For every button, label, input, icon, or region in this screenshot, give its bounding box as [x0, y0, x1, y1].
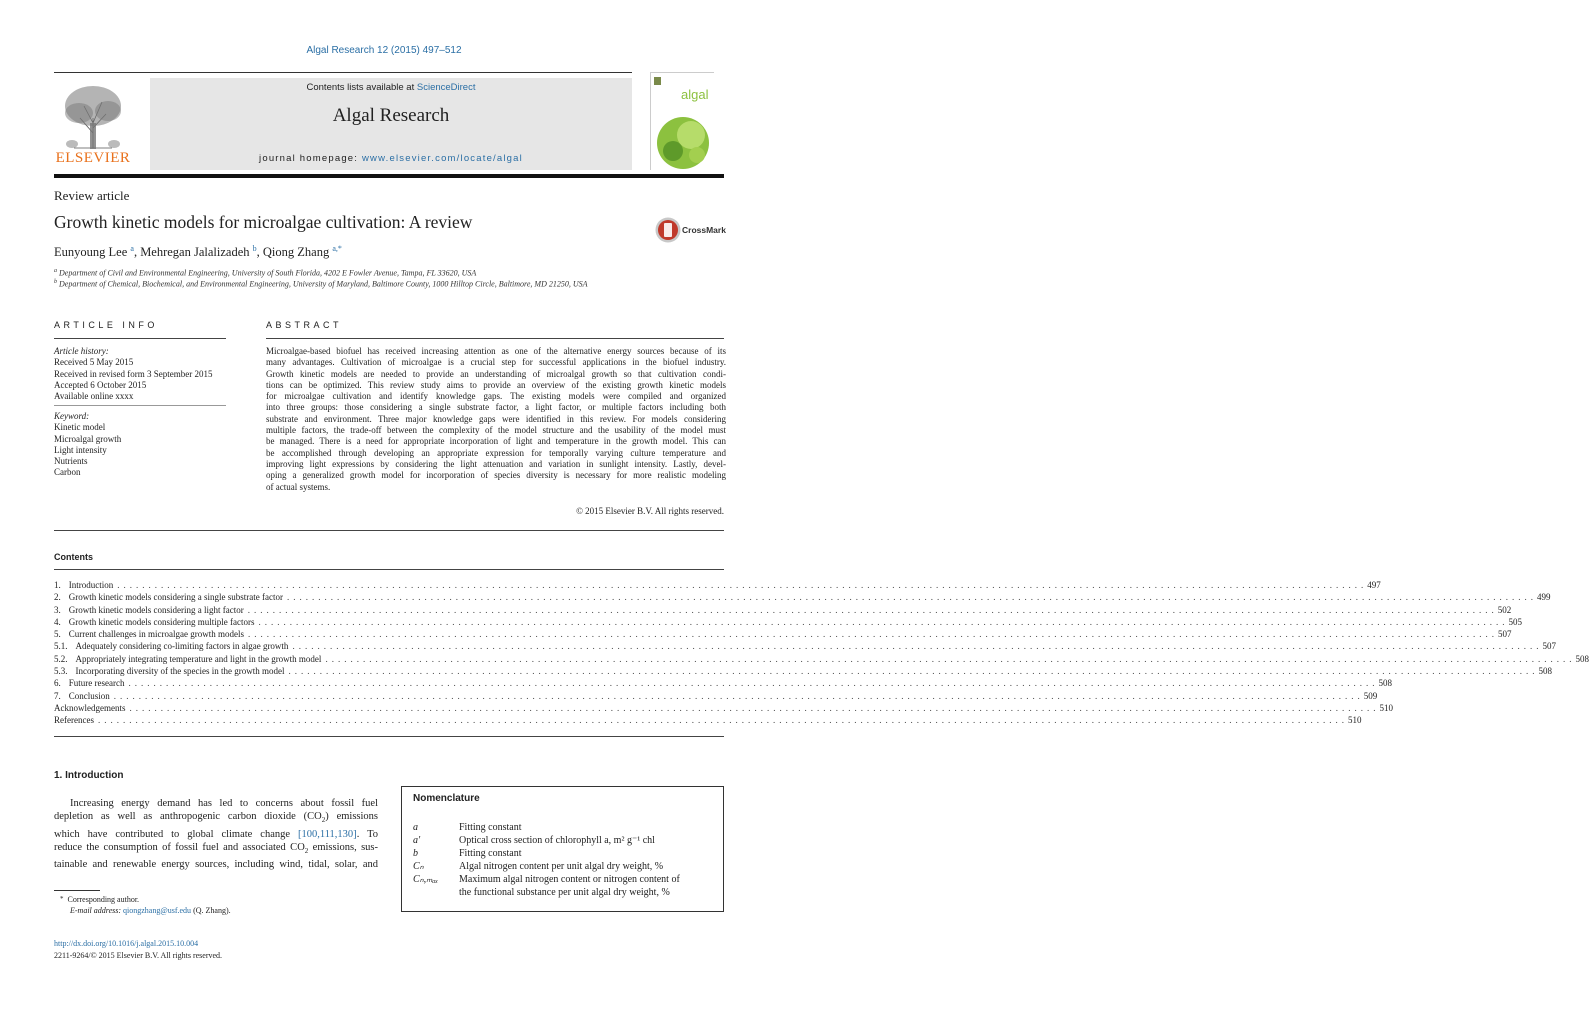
toc-page-number[interactable]: 510 — [1347, 715, 1362, 726]
nomenclature-symbol — [413, 886, 459, 899]
toc-leader-dots: ........................................................................................................................................................................................................ — [129, 702, 1380, 713]
toc-number: 5.3. — [54, 666, 68, 677]
toc-page-number[interactable]: 508 — [1538, 666, 1552, 677]
journal-reference[interactable]: Algal Research 12 (2015) 497–512 — [306, 45, 462, 56]
affiliation-b — [54, 279, 588, 289]
cover-title: algal — [681, 87, 709, 102]
toc-entry[interactable] — [54, 579, 1381, 591]
nomenclature-entry — [413, 860, 719, 873]
sciencedirect-link[interactable]: ScienceDirect — [416, 82, 476, 93]
keyword-list — [54, 411, 121, 479]
toc-page-number[interactable]: 509 — [1363, 690, 1378, 701]
author-name[interactable]: Qiong Zhang — [262, 245, 330, 260]
toc-label[interactable]: Growth kinetic models considering multiple factors — [68, 616, 255, 627]
toc-entry[interactable] — [54, 628, 1512, 640]
author-affiliation-sup[interactable]: b — [252, 244, 257, 253]
abstract-line: into three groups: those considering a single substrate factor, a light factor, or multiple factors including both — [266, 402, 726, 413]
author-affiliation-sup[interactable]: a — [130, 244, 134, 253]
footnote-rule — [54, 890, 100, 891]
email-link[interactable]: qiongzhang@usf.edu — [123, 906, 192, 915]
author-name[interactable]: Mehregan Jalalizadeh — [140, 245, 250, 260]
history-item: Accepted 6 October 2015 — [54, 379, 147, 390]
toc-page-number[interactable]: 507 — [1497, 629, 1512, 640]
author-list: Eunyoung Lee $^a$, Mehregan Jalalizadeh $^b$, Qiong Zhang $^{a,*}$ — [54, 244, 342, 260]
issn-line: 2211-9264/© 2015 Elsevier B.V. All rights reserved. — [54, 951, 223, 960]
affiliation-a — [54, 268, 476, 278]
subscript: 2 — [321, 816, 326, 825]
abstract-line: many advantages. Cultivation of microalgae is a crucial step for successful applications in the biofuel industry. — [266, 357, 726, 368]
abstract-end-rule — [54, 530, 724, 531]
abstract-copyright: © 2015 Elsevier B.V. All rights reserved. — [576, 506, 724, 516]
journal-cover-image[interactable] — [650, 72, 714, 170]
keyword-item: Microalgal growth — [54, 433, 122, 444]
toc-number: 5.1. — [54, 641, 68, 652]
nomenclature-definition: Maximum algal nitrogen content or nitrogen content of — [459, 874, 680, 885]
nomenclature-symbol: Cₙ — [413, 861, 424, 872]
nomenclature-definition: Fitting constant — [459, 848, 522, 859]
toc-page-number[interactable]: 510 — [1379, 702, 1393, 713]
nomenclature-definition: Algal nitrogen content per unit algal dry weight, % — [459, 861, 664, 872]
email-footnote — [70, 906, 231, 915]
toc-page-number[interactable]: 508 — [1575, 653, 1589, 664]
toc-number: 7. — [54, 690, 61, 701]
toc-leader-dots: ........................................................................................................................................................................................................ — [325, 653, 1576, 664]
email-suffix: (Q. Zhang). — [191, 906, 231, 915]
keyword-item: Carbon — [54, 467, 81, 478]
section-heading: 1. Introduction — [54, 770, 124, 781]
article-title: Growth kinetic models for microalgae cultivation: A review — [54, 212, 473, 232]
affiliation-sup: b — [54, 279, 57, 285]
nomenclature-entry — [413, 873, 719, 886]
nomenclature-symbol: b — [413, 848, 418, 859]
corresponding-label: Corresponding author. — [67, 895, 140, 904]
toc-label[interactable]: Appropriately integrating temperature and light in the growth model — [75, 653, 322, 664]
toc-entry[interactable] — [54, 591, 1551, 603]
affiliation-text: Department of Civil and Environmental Engineering, University of South Florida, 4202 E Fowler Avenue, Tampa, FL 33620, USA — [59, 268, 477, 278]
abstract-line: multiple factors, the trade-off between the complexity of the model structure and the usability of the model must — [266, 425, 726, 436]
nomenclature-entry — [413, 886, 719, 899]
contents-bottom-rule — [54, 736, 724, 737]
introduction-paragraph — [54, 797, 378, 872]
email-label: E-mail address: — [70, 906, 124, 915]
toc-page-number[interactable]: 497 — [1367, 580, 1381, 590]
toc-number: 2. — [54, 592, 61, 603]
corresponding-footnote: * Corresponding author. — [60, 895, 140, 904]
homepage-prefix: journal homepage: — [259, 153, 362, 164]
abstract-line: Growth kinetic models are needed to provide an understanding of microalgal growth so that cultivation condi- — [266, 368, 726, 379]
toc-leader-dots: ........................................................................................................................................................................................................ — [113, 690, 1364, 701]
toc-number: 6. — [54, 678, 61, 689]
toc-number: 5.2. — [54, 653, 68, 664]
abstract-line: Microalgae-based biofuel has received increasing attention as one of the alternative energy sources because of its — [266, 346, 726, 356]
homepage-line — [150, 153, 632, 164]
intro-text: ) emissions — [325, 811, 378, 823]
article-info-rule — [54, 338, 226, 339]
intro-line: tainable and renewable energy sources, including wind, tidal, solar, and — [54, 859, 378, 871]
header-rule — [54, 72, 632, 73]
toc-label[interactable]: References — [54, 715, 94, 726]
journal-title: Algal Research — [332, 105, 450, 126]
abstract-line: be accomplished through developing an appropriate expression for temporally varying culture temperature and — [266, 447, 726, 458]
toc-number: 4. — [54, 616, 61, 627]
toc-entry[interactable] — [54, 690, 1378, 702]
toc-leader-dots: ........................................................................................................................................................................................................ — [97, 715, 1348, 726]
keyword-item: Kinetic model — [54, 422, 106, 433]
contents-prefix: Contents lists available at — [306, 82, 417, 93]
affiliation-sup: a — [54, 268, 57, 274]
toc-label[interactable]: Introduction — [68, 580, 114, 590]
toc-page-number[interactable]: 499 — [1536, 592, 1551, 603]
crossmark-label: CrossMark — [682, 225, 726, 235]
contents-heading: Contents — [54, 552, 93, 562]
crossmark-badge[interactable] — [655, 215, 725, 247]
abstract-line: substrate and environment. Three major knowledge gaps were identified in this review. For models considering — [266, 413, 726, 424]
toc-label[interactable]: Growth kinetic models considering a light factor — [68, 604, 244, 615]
toc-leader-dots: ........................................................................................................................................................................................................ — [128, 678, 1379, 689]
author-affiliation-sup[interactable]: a,* — [332, 244, 342, 253]
affiliation-text: Department of Chemical, Biochemical, and Environmental Engineering, University of Maryland, Baltimore County, 1000 Hilltop Circle, Baltimore, MD 21250, USA — [59, 279, 588, 289]
nomenclature-definition: the functional substance per unit algal dry weight, % — [459, 887, 670, 898]
history-label: Article history: — [54, 346, 109, 356]
intro-line — [54, 828, 378, 841]
toc-page-number[interactable]: 505 — [1508, 616, 1522, 627]
nomenclature-definition: Optical cross section of chlorophyll a, m² g⁻¹ chl — [459, 835, 655, 846]
intro-text: depletion as well as anthropogenic carbon dioxide (CO — [54, 811, 322, 823]
toc-entry[interactable] — [54, 616, 1522, 628]
toc-entry[interactable] — [54, 665, 1552, 677]
subscript: 2 — [304, 847, 309, 856]
toc-label[interactable]: Current challenges in microalgae growth models — [68, 629, 244, 640]
intro-text: emissions, sus- — [308, 841, 378, 853]
doi-link[interactable]: http://dx.doi.org/10.1016/j.algal.2015.10.004 — [54, 939, 199, 948]
toc-label[interactable]: Growth kinetic models considering a single substrate factor — [68, 592, 283, 603]
toc-leader-dots: ........................................................................................................................................................................................................ — [117, 580, 1368, 590]
toc-leader-dots: ........................................................................................................................................................................................................ — [286, 592, 1537, 603]
nomenclature-entry — [413, 834, 719, 847]
intro-line — [54, 841, 378, 858]
intro-line: Increasing energy demand has led to concerns about fossil fuel — [70, 798, 378, 809]
toc-page-number[interactable]: 508 — [1378, 678, 1392, 689]
abstract-body — [266, 346, 726, 493]
intro-text: . To — [356, 828, 378, 840]
toc-label[interactable]: Adequately considering co-limiting factors in algae growth — [75, 641, 289, 652]
abstract-rule — [266, 338, 724, 339]
nomenclature-entry — [413, 847, 719, 860]
toc-page-number[interactable]: 507 — [1542, 641, 1556, 652]
citation-link[interactable]: [100,111,130] — [297, 828, 357, 840]
nomenclature-definition: Fitting constant — [459, 822, 522, 833]
table-of-contents — [54, 579, 1589, 727]
abstract-heading: ABSTRACT — [266, 320, 343, 330]
history-item: Received in revised form 3 September 2015 — [54, 368, 213, 379]
keyword-item: Nutrients — [54, 456, 88, 467]
abstract-line: for microalgae cultivation and identify knowledge gaps. The existing models were compiled and organized — [266, 391, 726, 402]
intro-text: reduce the consumption of fossil fuel and associated CO — [54, 841, 305, 853]
toc-label[interactable]: Conclusion — [68, 690, 110, 701]
article-type: Review article — [54, 188, 130, 203]
toc-entry[interactable] — [54, 653, 1589, 665]
contents-line — [150, 82, 632, 93]
abstract-line: tions can be optimized. This review study aims to provide an overview of the existing growth kinetic models — [266, 379, 726, 390]
toc-number: 3. — [54, 604, 61, 615]
toc-entry[interactable] — [54, 677, 1392, 689]
article-info-heading: ARTICLE INFO — [54, 320, 158, 330]
toc-number: 5. — [54, 629, 61, 640]
toc-label[interactable]: Acknowledgements — [54, 702, 126, 713]
publisher-name: ELSEVIER — [55, 150, 131, 166]
abstract-line: oping a generalized growth model for incorporation of species diversity is necessary for more realistic modeling — [266, 470, 726, 481]
toc-leader-dots: ........................................................................................................................................................................................................ — [258, 616, 1509, 627]
keyword-rule — [54, 405, 226, 406]
nomenclature-symbol: a′ — [413, 835, 421, 846]
toc-leader-dots: ........................................................................................................................................................................................................ — [247, 629, 1498, 640]
toc-label[interactable]: Incorporating diversity of the species in the growth model — [75, 666, 285, 677]
nomenclature-heading: Nomenclature — [413, 793, 480, 804]
toc-entry[interactable] — [54, 604, 1512, 616]
intro-text: which have contributed to global climate change — [54, 828, 298, 840]
abstract-line: of actual systems. — [266, 481, 331, 492]
crossmark-icon — [655, 215, 681, 245]
toc-page-number[interactable]: 502 — [1497, 604, 1512, 615]
nomenclature-symbol: Cₙ,ₘₐₓ — [413, 874, 439, 885]
toc-leader-dots: ........................................................................................................................................................................................................ — [288, 666, 1539, 677]
toc-label[interactable]: Future research — [68, 678, 125, 689]
keyword-label: Keyword: — [54, 411, 90, 421]
keyword-item: Light intensity — [54, 444, 107, 455]
toc-number: 1. — [54, 580, 61, 590]
cover-logo-mark — [654, 77, 661, 85]
homepage-link[interactable]: www.elsevier.com/locate/algal — [361, 153, 523, 164]
nomenclature-entry — [413, 821, 719, 834]
author-name[interactable]: Eunyoung Lee — [54, 245, 128, 260]
toc-entry[interactable] — [54, 702, 1393, 714]
article-history — [54, 346, 212, 402]
toc-entry[interactable] — [54, 714, 1362, 726]
nomenclature-symbol: a — [413, 822, 418, 833]
toc-leader-dots: ........................................................................................................................................................................................................ — [292, 641, 1543, 652]
history-item: Received 5 May 2015 — [54, 357, 134, 368]
toc-leader-dots: ........................................................................................................................................................................................................ — [247, 604, 1498, 615]
history-item: Available online xxxx — [54, 391, 134, 402]
intro-line — [54, 810, 378, 827]
toc-entry[interactable] — [54, 640, 1556, 652]
contents-top-rule — [54, 569, 724, 570]
abstract-line: be managed. There is a need for appropriate incorporation of light and temperature in the growth model. This can — [266, 436, 726, 447]
abstract-line: improving light expressions by considering the light attenuation and variation in sunlight intensity. Lastly, devel- — [266, 458, 726, 469]
header-thick-rule — [54, 174, 724, 178]
